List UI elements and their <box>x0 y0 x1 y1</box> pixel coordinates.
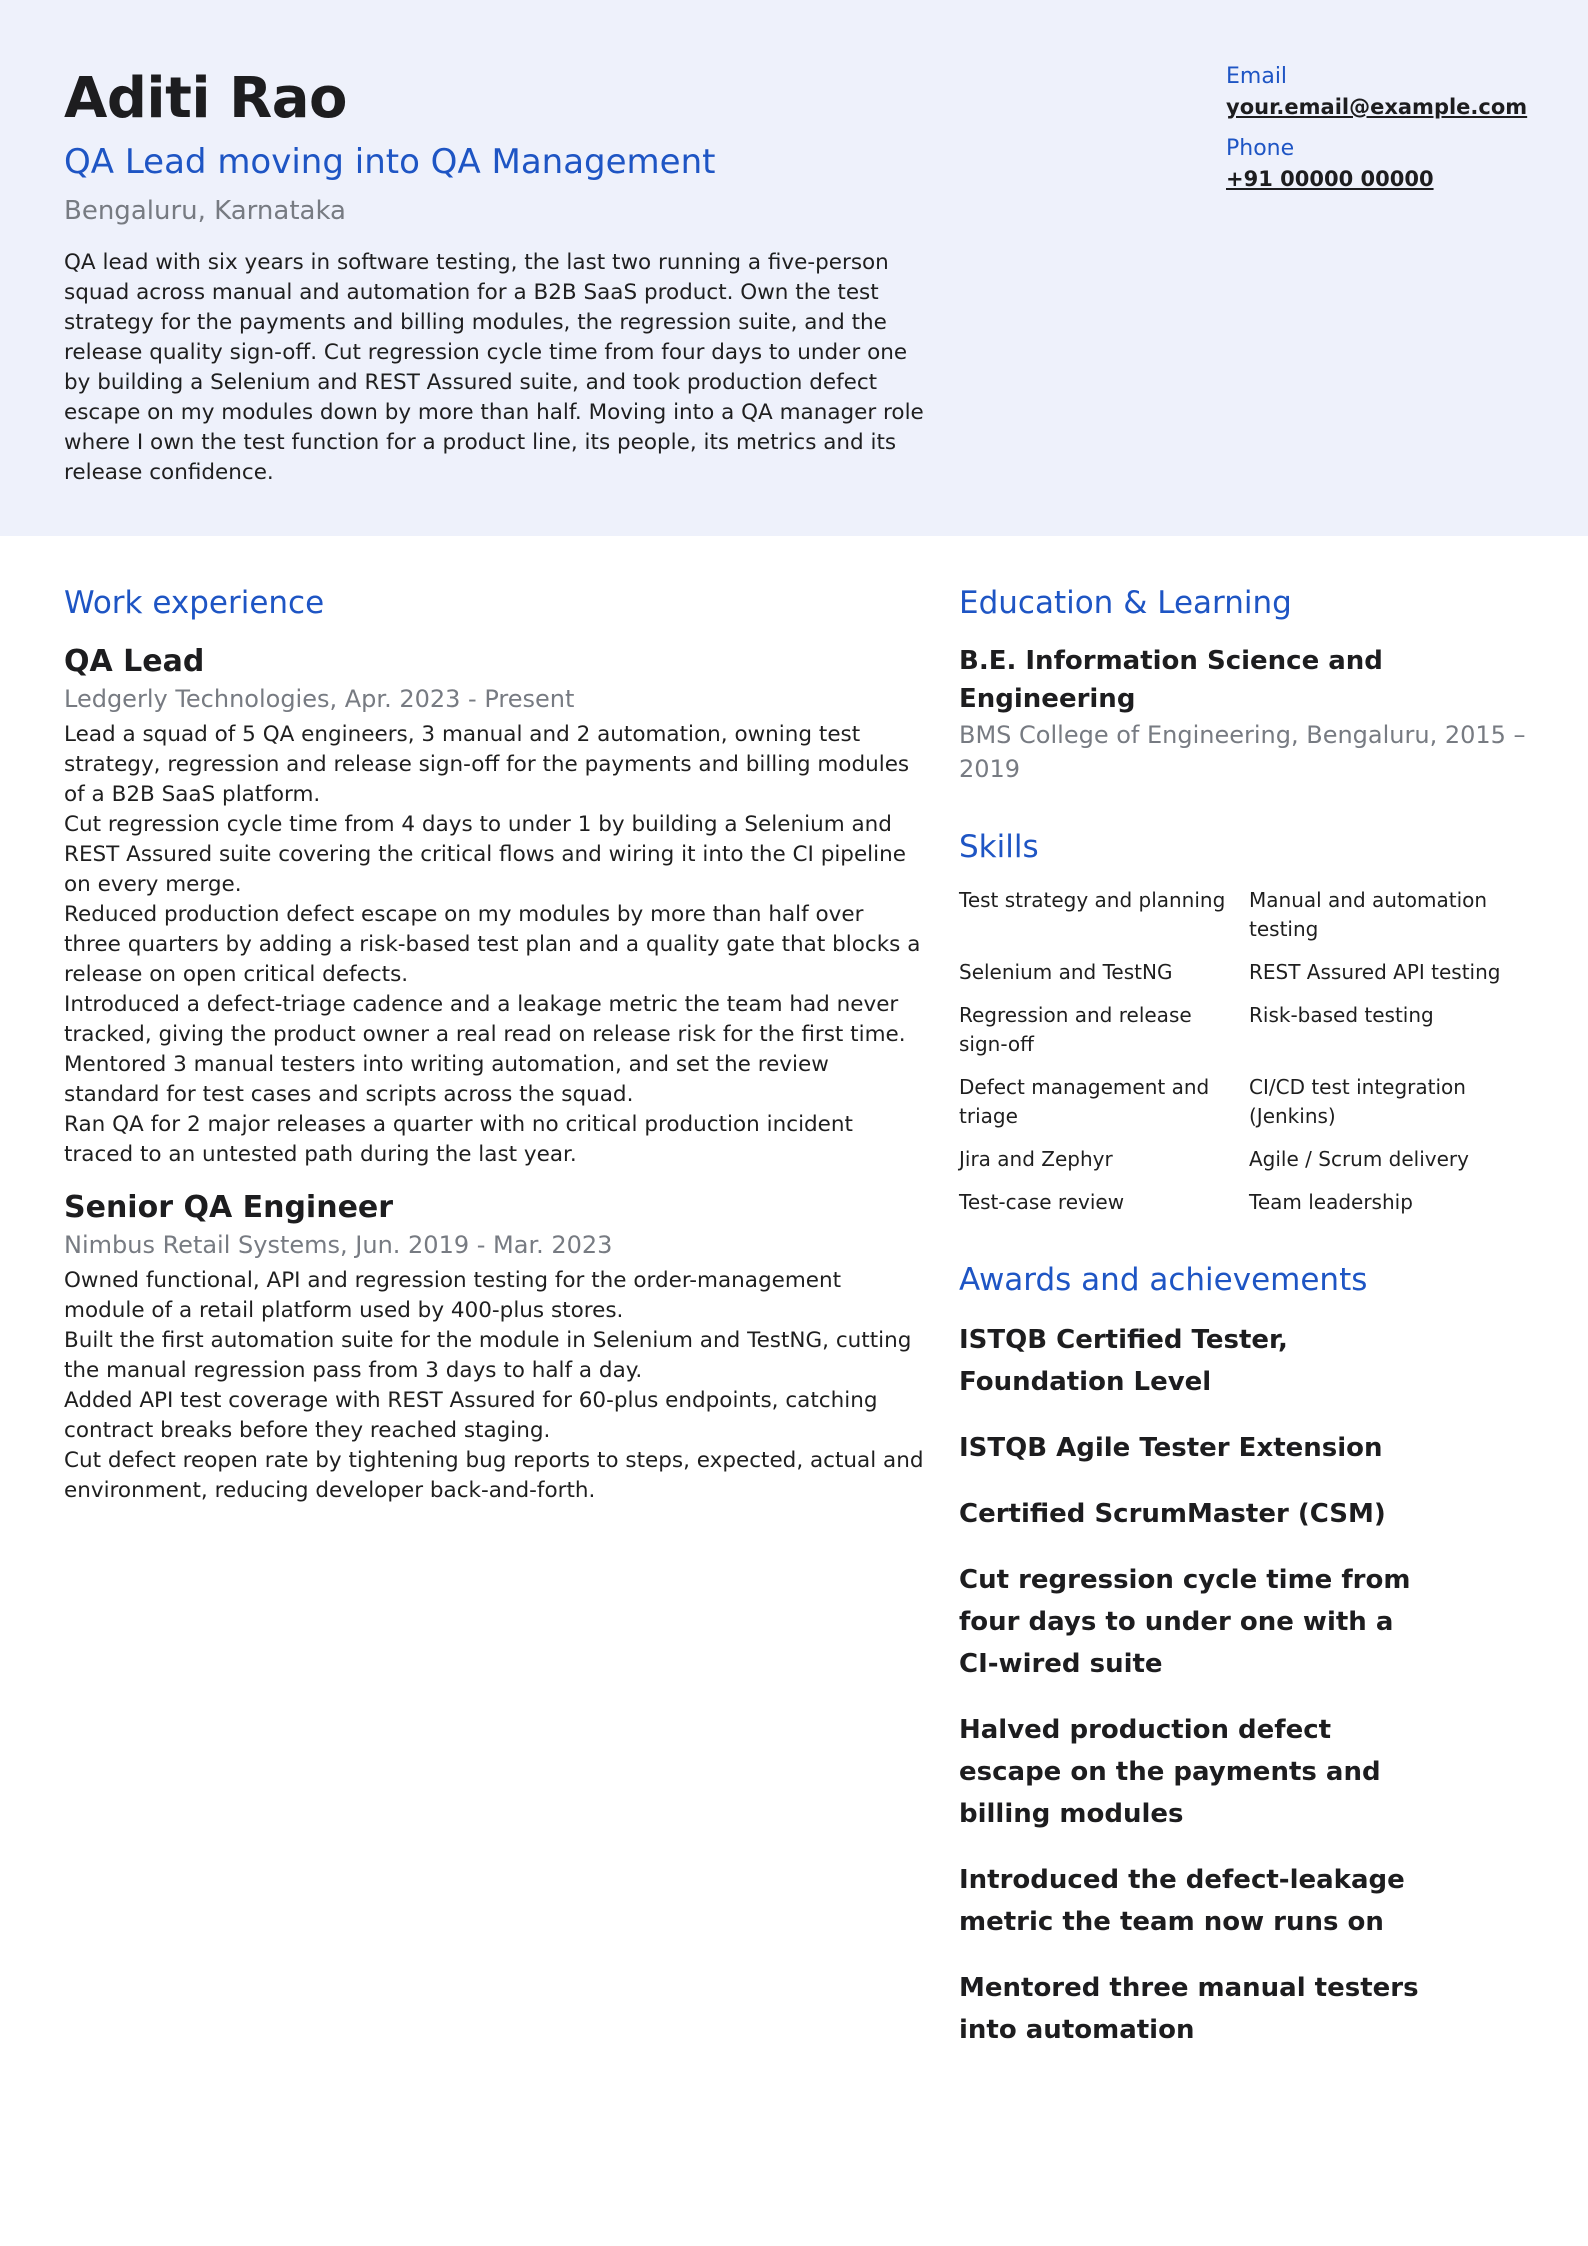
skill-item: Jira and Zephyr <box>959 1147 1113 1171</box>
candidate-name: Aditi Rao <box>64 66 347 131</box>
award-item: Halved production defect escape on the payments and billing modules <box>959 1715 1381 1829</box>
award-item: Mentored three manual testers into automation <box>959 1973 1419 2045</box>
job-bullet: Cut defect reopen rate by tightening bug reports to steps, expected, actual and environment, reducing developer back-and-forth. <box>64 1448 924 1503</box>
award-item: ISTQB Agile Tester Extension <box>959 1433 1383 1463</box>
job-entry <box>64 1188 924 1506</box>
skill-item: Agile / Scrum delivery <box>1249 1147 1469 1171</box>
skill-item: REST Assured API testing <box>1249 960 1501 984</box>
contact-block <box>1226 62 1566 206</box>
job-bullet: Reduced production defect escape on my modules by more than half over three quarters by adding a risk-based test plan and a quality gate that blocks a release on open critical defects. <box>64 902 921 987</box>
award-item: ISTQB Certified Tester, Foundation Level <box>959 1325 1288 1397</box>
skill-item: Manual and automation testing <box>1249 888 1488 941</box>
skill-item: CI/CD test integration (Jenkins) <box>1249 1075 1466 1128</box>
header-banner <box>0 0 1588 536</box>
education-meta: BMS College of Engineering, Bengaluru, 2015 – 2019 <box>959 721 1526 783</box>
job-bullet: Introduced a defect-triage cadence and a leakage metric the team had never tracked, giving the product owner a real read on release risk for the first time. <box>64 992 906 1047</box>
skill-item: Test-case review <box>959 1190 1125 1214</box>
job-title: Senior QA Engineer <box>64 1190 394 1225</box>
job-title: QA Lead <box>64 644 205 679</box>
job-bullet: Cut regression cycle time from 4 days to under 1 by building a Selenium and REST Assured suite covering the critical flows and wiring it into the CI pipeline on every merge. <box>64 812 906 897</box>
candidate-headline: QA Lead moving into QA Management <box>64 142 716 182</box>
job-bullet: Built the first automation suite for the module in Selenium and TestNG, cutting the manual regression pass from 3 days to half a day. <box>64 1328 912 1383</box>
job-meta: Ledgerly Technologies, Apr. 2023 - Present <box>64 685 575 713</box>
profile-summary: QA lead with six years in software testing, the last two running a five-person squad across manual and automation for a B2B SaaS product. Own the test strategy for the payments and billing modules, the regression suite, and the release quality sign-off. Cut regression cycle time from four days to under one by building a Selenium and REST Assured suite, and took production defect escape on my modules down by more than half. Moving into a QA manager role where I own the test function for a product line, its people, its metrics and its release confidence. <box>64 250 924 485</box>
skill-item: Risk-based testing <box>1249 1003 1434 1027</box>
phone-label: Phone <box>1226 136 1295 161</box>
skills-heading: Skills <box>959 829 1039 865</box>
left-column <box>64 582 924 1524</box>
job-bullet: Added API test coverage with REST Assured for 60-plus endpoints, catching contract breaks before they reached staging. <box>64 1388 878 1443</box>
award-item: Cut regression cycle time from four days to under one with a CI-wired suite <box>959 1565 1411 1679</box>
skill-item: Regression and release sign-off <box>959 1003 1192 1056</box>
education-heading: Education & Learning <box>959 585 1292 621</box>
job-bullet: Mentored 3 manual testers into writing automation, and set the review standard for test cases and scripts across the squad. <box>64 1052 829 1107</box>
job-bullet: Owned functional, API and regression testing for the order-management module of a retail platform used by 400-plus stores. <box>64 1268 842 1323</box>
award-item: Introduced the defect-leakage metric the team now runs on <box>959 1865 1405 1937</box>
email-link[interactable]: your.email@example.com <box>1226 95 1528 119</box>
phone-link[interactable]: +91 00000 00000 <box>1226 167 1434 191</box>
skill-item: Test strategy and planning <box>959 888 1226 912</box>
job-meta: Nimbus Retail Systems, Jun. 2019 - Mar. 2023 <box>64 1231 613 1259</box>
award-item: Certified ScrumMaster (CSM) <box>959 1499 1386 1529</box>
skill-item: Defect management and triage <box>959 1075 1210 1128</box>
skills-grid <box>959 886 1539 1217</box>
job-entry <box>64 642 924 1170</box>
skill-item: Team leadership <box>1249 1190 1413 1214</box>
education-degree: B.E. Information Science and Engineering <box>959 646 1383 714</box>
email-label: Email <box>1226 64 1288 89</box>
candidate-location: Bengaluru, Karnataka <box>64 196 346 226</box>
right-column <box>959 582 1539 2075</box>
job-bullet: Lead a squad of 5 QA engineers, 3 manual and 2 automation, owning test strategy, regression and release sign-off for the payments and billing modules of a B2B SaaS platform. <box>64 722 910 807</box>
skill-item: Selenium and TestNG <box>959 960 1173 984</box>
work-experience-heading: Work experience <box>64 585 325 621</box>
awards-heading: Awards and achievements <box>959 1262 1368 1298</box>
job-bullet: Ran QA for 2 major releases a quarter with no critical production incident traced to an untested path during the last year. <box>64 1112 853 1167</box>
